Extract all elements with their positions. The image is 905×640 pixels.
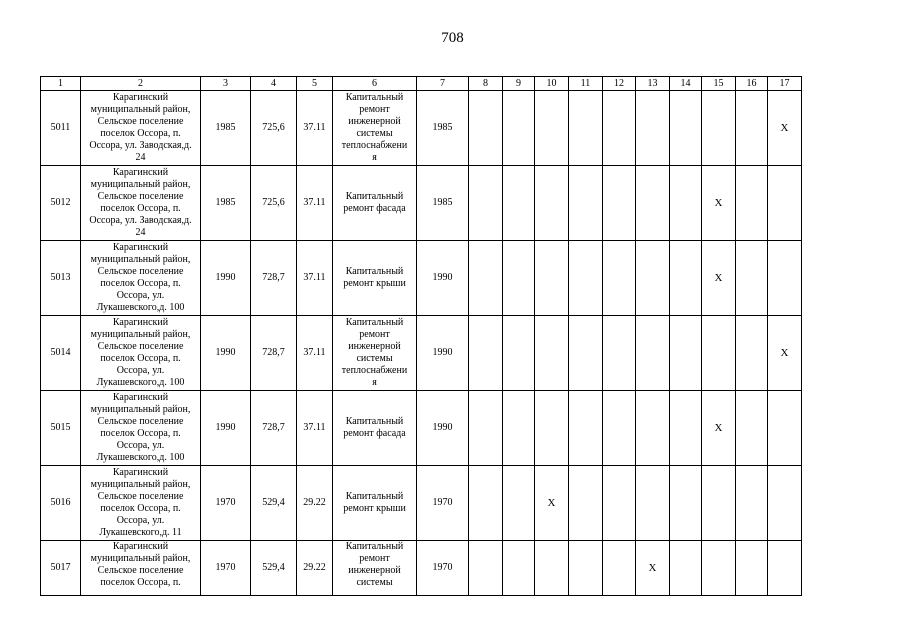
empty-cell bbox=[736, 166, 768, 241]
empty-cell bbox=[569, 466, 603, 541]
empty-cell bbox=[535, 316, 569, 391]
year-built: 1985 bbox=[201, 91, 251, 166]
year-built: 1970 bbox=[201, 541, 251, 596]
work-type-cell: Капитальный ремонт инженерной системы теплоснабжени я bbox=[333, 316, 417, 391]
work-type-cell: Капитальный ремонт фасада bbox=[333, 391, 417, 466]
address-cell: Карагинский муниципальный район, Сельское поселение поселок Оссора, п. Оссора, ул. Лукашевского,д. 100 bbox=[81, 391, 201, 466]
plan-year-cell: 1970 bbox=[417, 466, 469, 541]
empty-cell bbox=[535, 166, 569, 241]
column-header-16: 16 bbox=[736, 77, 768, 91]
column-header-9: 9 bbox=[503, 77, 535, 91]
empty-cell bbox=[768, 466, 802, 541]
row-id: 5016 bbox=[41, 466, 81, 541]
empty-cell bbox=[670, 91, 702, 166]
work-type-cell: Капитальный ремонт инженерной системы bbox=[333, 541, 417, 596]
table-row bbox=[41, 466, 802, 541]
work-type-cell: Капитальный ремонт крыши bbox=[333, 241, 417, 316]
empty-cell bbox=[736, 316, 768, 391]
empty-cell bbox=[503, 166, 535, 241]
mark-x: X bbox=[768, 316, 802, 391]
area-cell: 728,7 bbox=[251, 316, 297, 391]
work-type-cell: Капитальный ремонт фасада bbox=[333, 166, 417, 241]
empty-cell bbox=[670, 166, 702, 241]
empty-cell bbox=[636, 316, 670, 391]
empty-cell bbox=[535, 241, 569, 316]
empty-cell bbox=[736, 241, 768, 316]
code-cell: 37.11 bbox=[297, 241, 333, 316]
area-cell: 728,7 bbox=[251, 241, 297, 316]
empty-cell bbox=[603, 91, 636, 166]
plan-year-cell: 1990 bbox=[417, 316, 469, 391]
empty-cell bbox=[702, 91, 736, 166]
empty-cell bbox=[702, 316, 736, 391]
table-row bbox=[41, 166, 802, 241]
code-cell: 37.11 bbox=[297, 166, 333, 241]
empty-cell bbox=[603, 316, 636, 391]
address-cell: Карагинский муниципальный район, Сельское поселение поселок Оссора, п. Оссора, ул. Заводская,д. 24 bbox=[81, 166, 201, 241]
row-id: 5017 bbox=[41, 541, 81, 596]
table-row bbox=[41, 241, 802, 316]
address-cell: Карагинский муниципальный район, Сельское поселение поселок Оссора, п. bbox=[81, 541, 201, 596]
code-cell: 37.11 bbox=[297, 391, 333, 466]
empty-cell bbox=[503, 241, 535, 316]
empty-cell bbox=[469, 391, 503, 466]
plan-year-cell: 1985 bbox=[417, 166, 469, 241]
column-header-1: 1 bbox=[41, 77, 81, 91]
empty-cell bbox=[636, 91, 670, 166]
code-cell: 37.11 bbox=[297, 316, 333, 391]
table-row bbox=[41, 391, 802, 466]
work-type-cell: Капитальный ремонт крыши bbox=[333, 466, 417, 541]
row-id: 5014 bbox=[41, 316, 81, 391]
empty-cell bbox=[569, 541, 603, 596]
mark-x: X bbox=[702, 166, 736, 241]
empty-cell bbox=[670, 541, 702, 596]
mark-x: X bbox=[636, 541, 670, 596]
table-row bbox=[41, 91, 802, 166]
empty-cell bbox=[670, 241, 702, 316]
empty-cell bbox=[636, 466, 670, 541]
plan-year-cell: 1985 bbox=[417, 91, 469, 166]
year-built: 1990 bbox=[201, 316, 251, 391]
empty-cell bbox=[603, 166, 636, 241]
code-cell: 37.11 bbox=[297, 91, 333, 166]
empty-cell bbox=[768, 391, 802, 466]
repair-schedule-table bbox=[40, 76, 802, 596]
year-built: 1990 bbox=[201, 241, 251, 316]
empty-cell bbox=[469, 241, 503, 316]
plan-year-cell: 1990 bbox=[417, 391, 469, 466]
empty-cell bbox=[569, 316, 603, 391]
column-header-15: 15 bbox=[702, 77, 736, 91]
area-cell: 725,6 bbox=[251, 91, 297, 166]
empty-cell bbox=[670, 466, 702, 541]
work-type-cell: Капитальный ремонт инженерной системы теплоснабжени я bbox=[333, 91, 417, 166]
empty-cell bbox=[469, 541, 503, 596]
address-cell: Карагинский муниципальный район, Сельское поселение поселок Оссора, п. Оссора, ул. Лукашевского,д. 11 bbox=[81, 466, 201, 541]
year-built: 1985 bbox=[201, 166, 251, 241]
empty-cell bbox=[469, 466, 503, 541]
empty-cell bbox=[636, 166, 670, 241]
empty-cell bbox=[569, 241, 603, 316]
mark-x: X bbox=[535, 466, 569, 541]
empty-cell bbox=[603, 391, 636, 466]
plan-year-cell: 1990 bbox=[417, 241, 469, 316]
empty-cell bbox=[702, 466, 736, 541]
column-header-13: 13 bbox=[636, 77, 670, 91]
empty-cell bbox=[469, 316, 503, 391]
mark-x: X bbox=[702, 241, 736, 316]
empty-cell bbox=[736, 91, 768, 166]
column-header-3: 3 bbox=[201, 77, 251, 91]
empty-cell bbox=[503, 466, 535, 541]
column-header-14: 14 bbox=[670, 77, 702, 91]
year-built: 1990 bbox=[201, 391, 251, 466]
empty-cell bbox=[670, 391, 702, 466]
column-header-2: 2 bbox=[81, 77, 201, 91]
row-id: 5015 bbox=[41, 391, 81, 466]
empty-cell bbox=[503, 541, 535, 596]
table-body bbox=[41, 91, 802, 596]
code-cell: 29.22 bbox=[297, 541, 333, 596]
column-header-8: 8 bbox=[469, 77, 503, 91]
mark-x: X bbox=[768, 91, 802, 166]
empty-cell bbox=[768, 166, 802, 241]
row-id: 5011 bbox=[41, 91, 81, 166]
column-header-17: 17 bbox=[768, 77, 802, 91]
empty-cell bbox=[736, 541, 768, 596]
area-cell: 529,4 bbox=[251, 466, 297, 541]
table-row bbox=[41, 316, 802, 391]
empty-cell bbox=[603, 541, 636, 596]
column-header-11: 11 bbox=[569, 77, 603, 91]
empty-cell bbox=[702, 541, 736, 596]
empty-cell bbox=[636, 241, 670, 316]
area-cell: 725,6 bbox=[251, 166, 297, 241]
mark-x: X bbox=[702, 391, 736, 466]
address-cell: Карагинский муниципальный район, Сельское поселение поселок Оссора, п. Оссора, ул. Лукашевского,д. 100 bbox=[81, 316, 201, 391]
header-row bbox=[41, 77, 802, 91]
empty-cell bbox=[768, 241, 802, 316]
empty-cell bbox=[603, 466, 636, 541]
empty-cell bbox=[503, 391, 535, 466]
empty-cell bbox=[636, 391, 670, 466]
row-id: 5013 bbox=[41, 241, 81, 316]
empty-cell bbox=[569, 166, 603, 241]
column-header-6: 6 bbox=[333, 77, 417, 91]
address-cell: Карагинский муниципальный район, Сельское поселение поселок Оссора, п. Оссора, ул. Лукашевского,д. 100 bbox=[81, 241, 201, 316]
empty-cell bbox=[503, 91, 535, 166]
empty-cell bbox=[469, 91, 503, 166]
code-cell: 29.22 bbox=[297, 466, 333, 541]
empty-cell bbox=[670, 316, 702, 391]
column-header-10: 10 bbox=[535, 77, 569, 91]
page-number: 708 bbox=[441, 30, 464, 46]
plan-year-cell: 1970 bbox=[417, 541, 469, 596]
address-cell: Карагинский муниципальный район, Сельское поселение поселок Оссора, п. Оссора, ул. Заводская,д. 24 bbox=[81, 91, 201, 166]
column-header-12: 12 bbox=[603, 77, 636, 91]
empty-cell bbox=[503, 316, 535, 391]
empty-cell bbox=[569, 391, 603, 466]
row-id: 5012 bbox=[41, 166, 81, 241]
column-header-7: 7 bbox=[417, 77, 469, 91]
table-row bbox=[41, 541, 802, 596]
area-cell: 529,4 bbox=[251, 541, 297, 596]
empty-cell bbox=[535, 541, 569, 596]
year-built: 1970 bbox=[201, 466, 251, 541]
empty-cell bbox=[469, 166, 503, 241]
empty-cell bbox=[736, 466, 768, 541]
column-header-4: 4 bbox=[251, 77, 297, 91]
empty-cell bbox=[603, 241, 636, 316]
empty-cell bbox=[768, 541, 802, 596]
area-cell: 728,7 bbox=[251, 391, 297, 466]
empty-cell bbox=[535, 391, 569, 466]
empty-cell bbox=[569, 91, 603, 166]
column-header-5: 5 bbox=[297, 77, 333, 91]
empty-cell bbox=[736, 391, 768, 466]
empty-cell bbox=[535, 91, 569, 166]
